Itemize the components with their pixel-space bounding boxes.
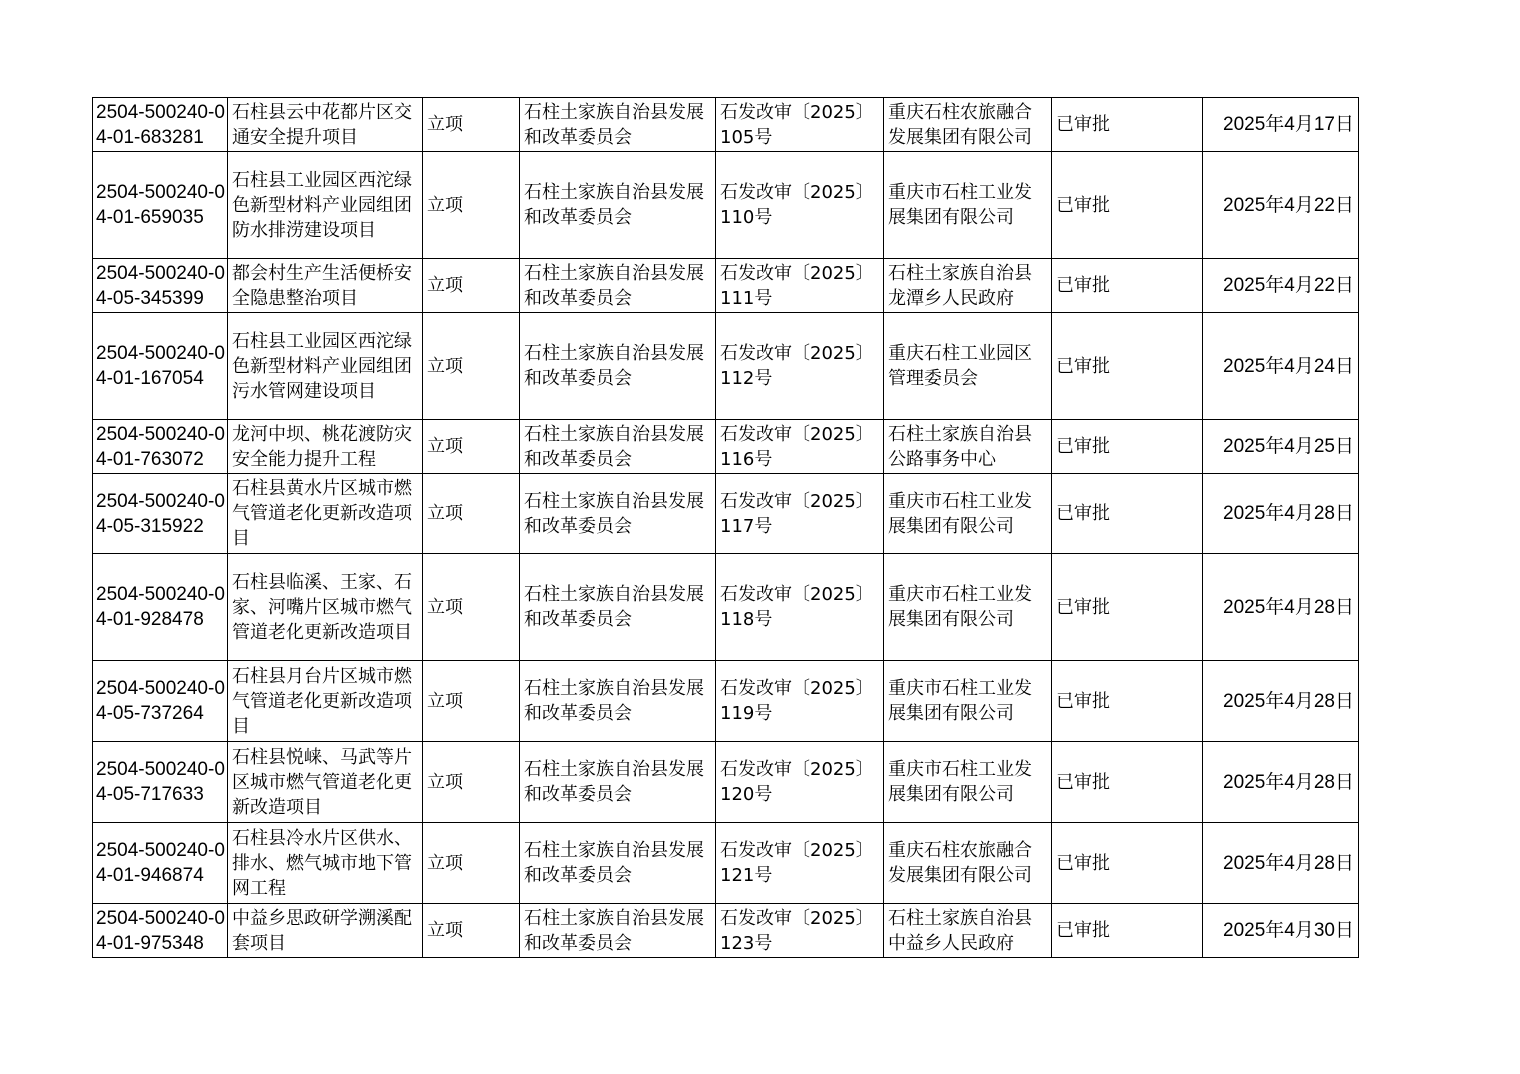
approval-date: 2025年4月28日	[1203, 554, 1359, 661]
approving-agency: 石柱土家族自治县发展和改革委员会	[520, 661, 716, 742]
project-code: 2504-500240-04-01-683281	[93, 98, 228, 152]
approval-status: 已审批	[1052, 904, 1203, 958]
approving-agency: 石柱土家族自治县发展和改革委员会	[520, 313, 716, 420]
project-code: 2504-500240-04-05-737264	[93, 661, 228, 742]
project-name: 石柱县悦崃、马武等片区城市燃气管道老化更新改造项目	[228, 742, 423, 823]
approval-type: 立项	[423, 313, 520, 420]
table-row	[93, 259, 1359, 313]
project-unit: 重庆市石柱工业发展集团有限公司	[884, 742, 1052, 823]
document-number: 石发改审〔2025〕118号	[716, 554, 884, 661]
table-row	[93, 152, 1359, 259]
project-code: 2504-500240-04-05-315922	[93, 474, 228, 554]
document-number: 石发改审〔2025〕123号	[716, 904, 884, 958]
approving-agency: 石柱土家族自治县发展和改革委员会	[520, 152, 716, 259]
approval-type: 立项	[423, 98, 520, 152]
table-row	[93, 742, 1359, 823]
table-row	[93, 420, 1359, 474]
document-number: 石发改审〔2025〕117号	[716, 474, 884, 554]
project-unit: 重庆市石柱工业发展集团有限公司	[884, 474, 1052, 554]
document-number: 石发改审〔2025〕119号	[716, 661, 884, 742]
project-name: 石柱县月台片区城市燃气管道老化更新改造项目	[228, 661, 423, 742]
project-name: 石柱县工业园区西沱绿色新型材料产业园组团防水排涝建设项目	[228, 152, 423, 259]
project-unit: 重庆市石柱工业发展集团有限公司	[884, 661, 1052, 742]
approving-agency: 石柱土家族自治县发展和改革委员会	[520, 98, 716, 152]
project-code: 2504-500240-04-01-928478	[93, 554, 228, 661]
project-name: 都会村生产生活便桥安全隐患整治项目	[228, 259, 423, 313]
table-row	[93, 474, 1359, 554]
approving-agency: 石柱土家族自治县发展和改革委员会	[520, 742, 716, 823]
project-unit: 石柱土家族自治县中益乡人民政府	[884, 904, 1052, 958]
table-row	[93, 98, 1359, 152]
table-row	[93, 661, 1359, 742]
approval-date: 2025年4月28日	[1203, 474, 1359, 554]
approval-date: 2025年4月28日	[1203, 742, 1359, 823]
project-unit: 重庆市石柱工业发展集团有限公司	[884, 152, 1052, 259]
document-number: 石发改审〔2025〕110号	[716, 152, 884, 259]
project-name: 石柱县冷水片区供水、排水、燃气城市地下管网工程	[228, 823, 423, 904]
approving-agency: 石柱土家族自治县发展和改革委员会	[520, 474, 716, 554]
approval-status: 已审批	[1052, 313, 1203, 420]
approval-table	[92, 97, 1359, 958]
approval-date: 2025年4月25日	[1203, 420, 1359, 474]
approval-type: 立项	[423, 474, 520, 554]
project-name: 石柱县临溪、王家、石家、河嘴片区城市燃气管道老化更新改造项目	[228, 554, 423, 661]
approval-type: 立项	[423, 259, 520, 313]
approval-type: 立项	[423, 823, 520, 904]
approval-date: 2025年4月28日	[1203, 823, 1359, 904]
approval-date: 2025年4月22日	[1203, 152, 1359, 259]
approving-agency: 石柱土家族自治县发展和改革委员会	[520, 554, 716, 661]
approving-agency: 石柱土家族自治县发展和改革委员会	[520, 904, 716, 958]
project-code: 2504-500240-04-05-345399	[93, 259, 228, 313]
approving-agency: 石柱土家族自治县发展和改革委员会	[520, 823, 716, 904]
approving-agency: 石柱土家族自治县发展和改革委员会	[520, 259, 716, 313]
approval-status: 已审批	[1052, 474, 1203, 554]
approval-status: 已审批	[1052, 152, 1203, 259]
approval-status: 已审批	[1052, 661, 1203, 742]
approval-type: 立项	[423, 661, 520, 742]
approval-status: 已审批	[1052, 742, 1203, 823]
project-name: 石柱县黄水片区城市燃气管道老化更新改造项目	[228, 474, 423, 554]
table-row	[93, 904, 1359, 958]
approval-date: 2025年4月17日	[1203, 98, 1359, 152]
approval-date: 2025年4月28日	[1203, 661, 1359, 742]
document-number: 石发改审〔2025〕111号	[716, 259, 884, 313]
project-name: 龙河中坝、桃花渡防灾安全能力提升工程	[228, 420, 423, 474]
approval-status: 已审批	[1052, 259, 1203, 313]
document-number: 石发改审〔2025〕112号	[716, 313, 884, 420]
approval-date: 2025年4月24日	[1203, 313, 1359, 420]
approval-type: 立项	[423, 742, 520, 823]
approval-status: 已审批	[1052, 554, 1203, 661]
document-number: 石发改审〔2025〕120号	[716, 742, 884, 823]
project-unit: 石柱土家族自治县公路事务中心	[884, 420, 1052, 474]
approval-date: 2025年4月30日	[1203, 904, 1359, 958]
table-row	[93, 554, 1359, 661]
approval-type: 立项	[423, 554, 520, 661]
project-code: 2504-500240-04-01-167054	[93, 313, 228, 420]
document-number: 石发改审〔2025〕116号	[716, 420, 884, 474]
project-name: 石柱县云中花都片区交通安全提升项目	[228, 98, 423, 152]
project-unit: 重庆石柱农旅融合发展集团有限公司	[884, 823, 1052, 904]
project-code: 2504-500240-04-01-946874	[93, 823, 228, 904]
document-number: 石发改审〔2025〕121号	[716, 823, 884, 904]
project-code: 2504-500240-04-01-763072	[93, 420, 228, 474]
project-unit: 石柱土家族自治县龙潭乡人民政府	[884, 259, 1052, 313]
approval-type: 立项	[423, 152, 520, 259]
approval-status: 已审批	[1052, 98, 1203, 152]
approval-date: 2025年4月22日	[1203, 259, 1359, 313]
project-unit: 重庆市石柱工业发展集团有限公司	[884, 554, 1052, 661]
approval-status: 已审批	[1052, 420, 1203, 474]
document-number: 石发改审〔2025〕105号	[716, 98, 884, 152]
table-row	[93, 823, 1359, 904]
project-code: 2504-500240-04-05-717633	[93, 742, 228, 823]
project-code: 2504-500240-04-01-659035	[93, 152, 228, 259]
project-unit: 重庆石柱工业园区管理委员会	[884, 313, 1052, 420]
project-name: 石柱县工业园区西沱绿色新型材料产业园组团污水管网建设项目	[228, 313, 423, 420]
approval-type: 立项	[423, 420, 520, 474]
project-unit: 重庆石柱农旅融合发展集团有限公司	[884, 98, 1052, 152]
approval-status: 已审批	[1052, 823, 1203, 904]
table-row	[93, 313, 1359, 420]
approving-agency: 石柱土家族自治县发展和改革委员会	[520, 420, 716, 474]
project-code: 2504-500240-04-01-975348	[93, 904, 228, 958]
approval-type: 立项	[423, 904, 520, 958]
project-name: 中益乡思政研学溯溪配套项目	[228, 904, 423, 958]
